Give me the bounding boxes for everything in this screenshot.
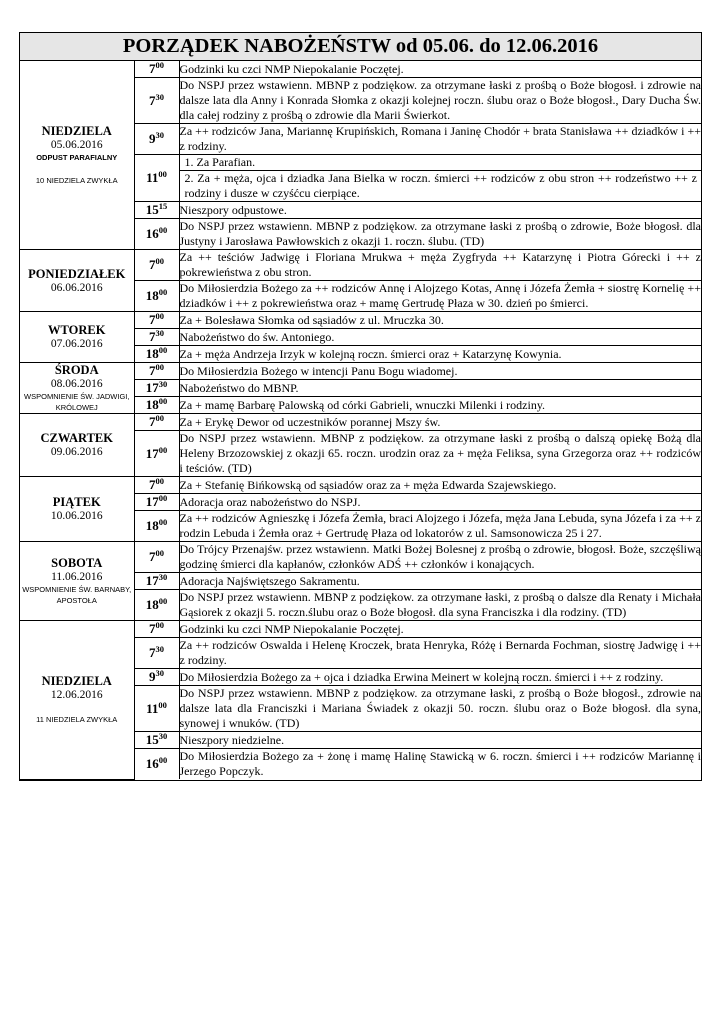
mass-time xyxy=(134,669,179,686)
mass-intention: Nabożeństwo do św. Antoniego. xyxy=(179,329,701,346)
time-minutes: 00 xyxy=(158,396,168,406)
intention-line: 2. Za + męża, ojca i dziadka Jana Bielka w roczn. śmierci ++ rodziców z obu stron ++ rodzeństwo ++ z rodziny i dusze w czyśćcu cierpiące. xyxy=(180,170,702,201)
time-minutes: 00 xyxy=(155,60,164,70)
mass-intention: Nieszpory odpustowe. xyxy=(179,202,701,219)
mass-intention: Nabożeństwo do MBNP. xyxy=(179,380,701,397)
mass-intention: Do NSPJ przez wstawienn. MBNP z podziękow. za otrzymane łaski z prośbą o dalszą opiekę Bożą dla Heleny Brzozowskiej z okazji 65. roczn. urodzin oraz za + męża Feliksa, syna Grzegorza oraz ++ rodziców i teściów. (TD) xyxy=(179,431,701,475)
mass-time xyxy=(134,542,179,573)
mass-intention: Do NSPJ przez wstawienn. MBNP z podziękow. za otrzymane łaski z prośbą o zdrowie, Boże błogosł. dla Justyny i Jarosława Pawłowskich z okazji 1. roczn. ślubu. (TD) xyxy=(179,219,701,248)
mass-time xyxy=(134,732,179,749)
day-date: 07.06.2016 xyxy=(50,338,103,350)
mass-time xyxy=(134,477,179,494)
mass-time xyxy=(134,78,179,124)
mass-time xyxy=(134,638,179,669)
day-cell xyxy=(20,312,134,363)
time-minutes: 30 xyxy=(158,731,168,741)
mass-intention xyxy=(179,155,701,202)
time-minutes: 30 xyxy=(155,328,164,338)
day-note: WSPOMNIENIE ŚW. BARNABY, APOSTOŁA xyxy=(22,585,132,605)
mass-intention: Za ++ teściów Jadwigę i Floriana Mrukwa + męża Zygfryda ++ Katarzynę i Piotra Górecki i ++ z pokrewieństwa z obu stron. xyxy=(179,250,701,279)
schedule-row xyxy=(20,250,701,281)
day-cell xyxy=(20,621,134,780)
day-date: 08.06.2016 xyxy=(50,378,103,390)
time-hour: 7 xyxy=(149,312,156,327)
time-minutes: 00 xyxy=(158,225,168,235)
day-name: PONIEDZIAŁEK xyxy=(28,266,126,281)
mass-time xyxy=(134,621,179,638)
mass-intention: Godzinki ku czci NMP Niepokalanie Poczętej. xyxy=(179,621,701,638)
time-hour: 18 xyxy=(145,397,159,412)
time-minutes: 00 xyxy=(155,362,164,372)
mass-time xyxy=(134,380,179,397)
time-minutes: 00 xyxy=(158,699,167,710)
day-date: 05.06.2016 xyxy=(50,139,103,151)
time-minutes: 00 xyxy=(155,413,164,423)
time-hour: 7 xyxy=(149,549,156,564)
time-hour: 9 xyxy=(149,131,156,146)
time-hour: 18 xyxy=(145,518,159,533)
day-cell xyxy=(20,542,134,621)
mass-intention: Za + Stefanię Bińkowską od sąsiadów oraz za + męża Edwarda Szajewskiego. xyxy=(179,477,701,494)
time-minutes: 30 xyxy=(158,572,168,582)
mass-intention: Za ++ rodziców Jana, Mariannę Krupińskich, Romana i Janinę Chodór + brata Stanisława ++ dziadków i ++ z rodziny. xyxy=(179,124,701,153)
time-hour: 17 xyxy=(145,445,159,461)
time-minutes: 30 xyxy=(155,130,164,140)
day-date: 12.06.2016 xyxy=(50,689,103,702)
time-minutes: 00 xyxy=(155,476,164,486)
mass-intention: Do NSPJ przez wstawienn. MBNP z podziękow. za otrzymane łaski, z prośbą o dalsze dla Renaty i Michała Gąsiorek z okazji 5. roczn.ślubu oraz o Boże błogosł. dla syna Franciszka i dla rodziny. (TD) xyxy=(179,590,701,619)
time-hour: 15 xyxy=(145,202,159,217)
mass-intention: Godzinki ku czci NMP Niepokalanie Poczętej. xyxy=(179,61,701,78)
schedule-table xyxy=(20,61,701,780)
mass-intention: Do Trójcy Przenajśw. przez wstawienn. Matki Bożej Bolesnej z prośbą o zdrowie, błogosł. Boże, szczęśliwą godzinę śmierci dla kapłanów, członków ADŚ ++ członków i konających. xyxy=(179,542,701,571)
time-minutes: 00 xyxy=(155,620,164,630)
mass-intention: Adoracja oraz nabożeństwo do NSPJ. xyxy=(179,494,701,511)
time-minutes: 00 xyxy=(155,311,164,321)
time-hour: 15 xyxy=(145,732,159,747)
day-name: ŚRODA xyxy=(54,363,99,377)
mass-intention: Do NSPJ przez wstawienn. MBNP z podziękow. za otrzymane łaski z prośbą o Boże błogosł. i zdrowie na dalsze lata dla Anny i Konrada Słomka z okazji kolejnej roczn. ślubu oraz o Boże błogosł., Dary Ducha Św. dla całej rodziny z prośbą o zdrowie dla Marii Świerkot. xyxy=(179,78,701,122)
mass-time xyxy=(134,686,179,732)
time-minutes: 00 xyxy=(158,345,168,355)
schedule-row xyxy=(20,414,701,431)
mass-time xyxy=(134,329,179,346)
mass-intention: Za + Bolesława Słomka od sąsiadów z ul. Mruczka 30. xyxy=(179,312,701,329)
mass-time xyxy=(134,494,179,511)
schedule-row xyxy=(20,363,701,380)
day-cell xyxy=(20,477,134,542)
time-minutes: 30 xyxy=(155,644,164,654)
time-minutes: 15 xyxy=(158,201,168,211)
time-minutes: 30 xyxy=(155,668,164,678)
day-name: CZWARTEK xyxy=(40,431,113,445)
day-note: 10 NIEDZIELA ZWYKŁA xyxy=(35,176,118,185)
time-hour: 11 xyxy=(146,170,159,185)
day-name: SOBOTA xyxy=(51,556,103,570)
mass-time xyxy=(134,363,179,380)
time-hour: 7 xyxy=(149,61,156,76)
time-hour: 7 xyxy=(149,363,156,378)
mass-time xyxy=(134,511,179,542)
mass-time xyxy=(134,431,179,477)
time-minutes: 00 xyxy=(158,287,168,297)
schedule-row xyxy=(20,312,701,329)
mass-time xyxy=(134,346,179,363)
day-cell xyxy=(20,250,134,312)
day-cell xyxy=(20,61,134,250)
mass-time xyxy=(134,590,179,621)
schedule-row xyxy=(20,61,701,78)
time-hour: 11 xyxy=(146,700,159,716)
time-minutes: 00 xyxy=(158,596,168,606)
time-hour: 18 xyxy=(145,597,159,612)
mass-time xyxy=(134,250,179,281)
time-hour: 7 xyxy=(149,329,156,344)
day-note: 11 NIEDZIELA ZWYKŁA xyxy=(36,715,118,725)
mass-intention: Za + Erykę Dewor od uczestników porannej Mszy św. xyxy=(179,414,701,431)
day-cell xyxy=(20,414,134,477)
time-hour: 16 xyxy=(145,226,159,241)
mass-intention: Za ++ rodziców Agnieszkę i Józefa Żemła, braci Alojzego i Józefa, męża Jana Lebuda, syna Józefa i za ++ z rodzin Lebuda i Żemła oraz + Gertrudę Płaza od lokatorów z ul. Samsonowicza 25 i 27. xyxy=(179,511,701,540)
mass-intention: Do NSPJ przez wstawienn. MBNP z podziękow. za otrzymane łaski, z prośbą o Boże błogosł., zdrowie na dalsze lata dla Franciszki i Mariana Świadek z okazji 50. roczn. ślubu oraz o Boże błogosł. dla syna, synowej i wnuków. (TD) xyxy=(179,686,701,730)
time-minutes: 30 xyxy=(158,379,168,389)
day-cell xyxy=(20,363,134,414)
time-minutes: 00 xyxy=(155,256,164,266)
time-hour: 7 xyxy=(149,621,156,636)
day-date: 09.06.2016 xyxy=(50,446,103,458)
time-minutes: 00 xyxy=(158,517,168,527)
day-name: PIĄTEK xyxy=(52,495,101,509)
time-hour: 7 xyxy=(149,92,156,108)
page-title: PORZĄDEK NABOŻEŃSTW od 05.06. do 12.06.2016 xyxy=(20,33,701,61)
time-hour: 18 xyxy=(145,288,159,303)
time-minutes: 00 xyxy=(158,169,167,179)
mass-time xyxy=(134,202,179,219)
time-hour: 16 xyxy=(145,756,159,771)
mass-intention: Za + mamę Barbarę Palowską od córki Gabrieli, wnuczki Milenki i rodziny. xyxy=(179,397,701,414)
time-hour: 7 xyxy=(149,257,156,272)
time-hour: 17 xyxy=(145,494,159,509)
mass-time xyxy=(134,749,179,780)
schedule-row xyxy=(20,621,701,638)
day-date: 11.06.2016 xyxy=(51,571,103,583)
schedule-row xyxy=(20,477,701,494)
mass-time xyxy=(134,573,179,590)
day-note: WSPOMNIENIE ŚW. JADWIGI, KRÓLOWEJ xyxy=(24,392,130,412)
time-minutes: 30 xyxy=(155,91,164,102)
mass-intention: Nieszpory niedzielne. xyxy=(179,732,701,749)
time-hour: 17 xyxy=(145,573,159,588)
day-note: ODPUST PARAFIALNY xyxy=(36,153,118,162)
mass-intention: Do Miłosierdzia Bożego za + żonę i mamę Halinę Stawicką w 6. roczn. śmierci i ++ rodziców Mariannę i Jerzego Popczyk. xyxy=(179,749,701,778)
time-hour: 18 xyxy=(145,346,159,361)
schedule-row xyxy=(20,542,701,573)
time-minutes: 00 xyxy=(158,755,168,765)
intention-line: 1. Za Parafian. xyxy=(184,155,256,169)
mass-intention: Do Miłosierdzia Bożego za + ojca i dziadka Erwina Meinert w kolejną roczn. śmierci i ++ z rodziny. xyxy=(179,669,701,686)
mass-intention: Do Miłosierdzia Bożego w intencji Panu Bogu wiadomej. xyxy=(179,363,701,380)
day-date: 06.06.2016 xyxy=(50,281,103,294)
mass-time xyxy=(134,61,179,78)
mass-time xyxy=(134,155,179,202)
time-minutes: 00 xyxy=(155,548,164,558)
mass-time xyxy=(134,414,179,431)
day-name: WTOREK xyxy=(48,323,106,337)
day-date: 10.06.2016 xyxy=(50,510,103,522)
mass-intention: Za ++ rodziców Oswalda i Helenę Kroczek, brata Henryka, Różę i Bernarda Fochman, siostrę Jadwigę i ++ z rodziny. xyxy=(179,638,701,667)
time-hour: 7 xyxy=(149,414,156,429)
mass-intention: Za + męża Andrzeja Irzyk w kolejną roczn. śmierci oraz + Katarzynę Kowynia. xyxy=(179,346,701,363)
mass-time xyxy=(134,397,179,414)
mass-time xyxy=(134,312,179,329)
mass-time xyxy=(134,281,179,312)
time-hour: 9 xyxy=(149,669,156,684)
time-hour: 17 xyxy=(145,380,159,395)
mass-intention: Adoracja Najświętszego Sakramentu. xyxy=(179,573,701,590)
mass-time xyxy=(134,124,179,155)
time-hour: 7 xyxy=(149,645,156,660)
time-minutes: 00 xyxy=(158,444,168,455)
time-minutes: 00 xyxy=(158,493,168,503)
time-hour: 7 xyxy=(149,477,156,492)
schedule-sheet xyxy=(19,32,702,781)
mass-time xyxy=(134,219,179,250)
day-name: NIEDZIELA xyxy=(41,124,112,138)
day-name: NIEDZIELA xyxy=(41,674,112,689)
mass-intention: Do Miłosierdzia Bożego za ++ rodziców Annę i Alojzego Kotas, Annę i Józefa Żemła + siostrę Kornelię ++ dziadków i ++ z pokrewieństwa oraz + mamę Gertrudę Płaza w 30. dzień po śmierci. xyxy=(179,281,701,310)
